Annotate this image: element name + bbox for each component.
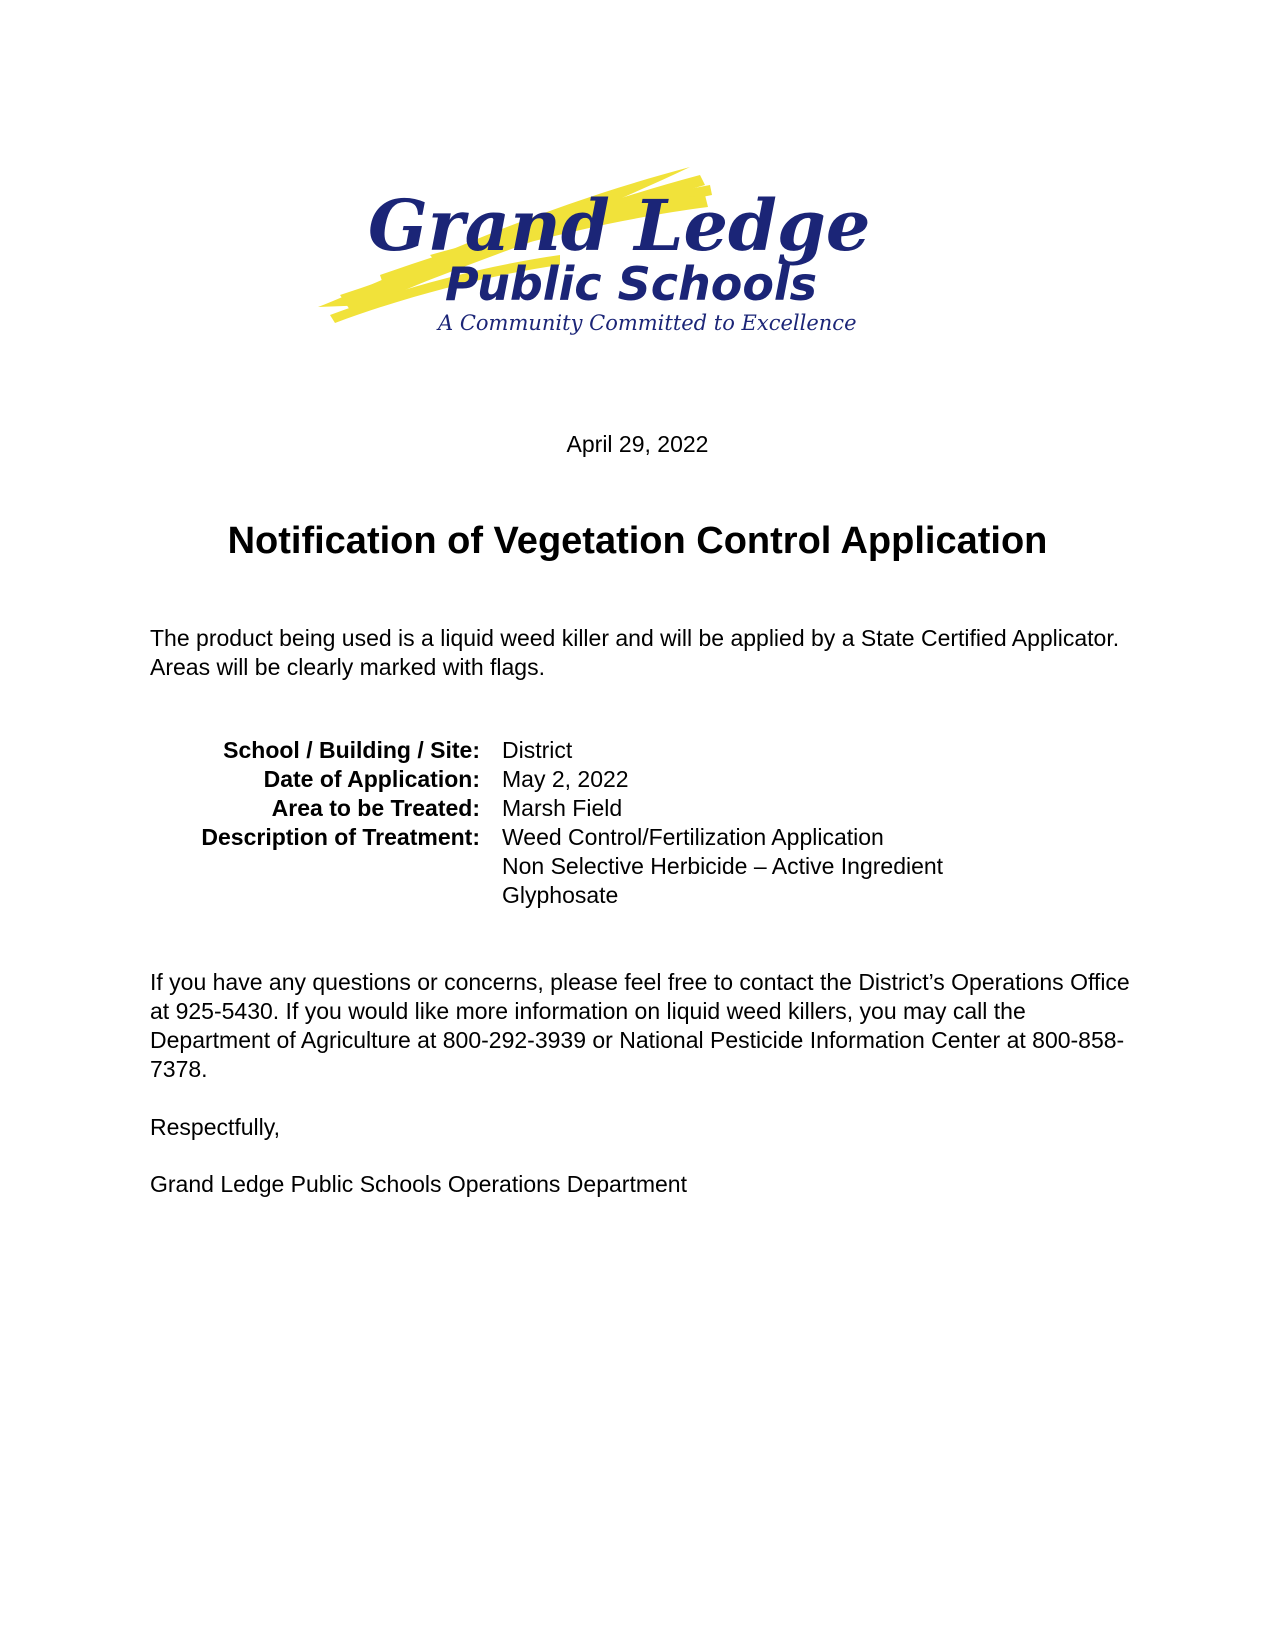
detail-value	[480, 823, 1042, 910]
detail-value-line: Glyphosate	[502, 882, 619, 908]
detail-value	[480, 765, 1042, 794]
detail-label: Area to be Treated:	[271, 795, 480, 821]
intro-paragraph: The product being used is a liquid weed killer and will be applied by a State Certified Applicator. Areas will be clearly marked with flags.	[150, 625, 1120, 680]
letter-date: April 29, 2022	[566, 431, 709, 457]
detail-row-description	[150, 823, 1150, 910]
detail-value	[480, 794, 1042, 823]
logo-line2: Public Schools	[445, 257, 818, 311]
closing-line: Respectfully,	[150, 1114, 280, 1140]
detail-label: Description of Treatment:	[201, 824, 480, 850]
detail-label: School / Building / Site:	[223, 737, 480, 763]
detail-value-line: Weed Control/Fertilization Application	[502, 824, 884, 850]
detail-row-area	[150, 794, 1150, 823]
logo-line1: Grand Ledge	[368, 184, 871, 267]
detail-row-site	[150, 736, 1150, 765]
logo-tagline: A Community Committed to Excellence	[438, 311, 857, 335]
detail-value-line: Non Selective Herbicide – Active Ingredient	[502, 853, 944, 879]
detail-value-line: May 2, 2022	[502, 766, 629, 792]
district-logo	[310, 155, 900, 355]
page-title: Notification of Vegetation Control Application	[227, 520, 1048, 562]
detail-label: Date of Application:	[263, 766, 480, 792]
logo-graphic	[310, 155, 900, 355]
detail-value-line: District	[502, 737, 573, 763]
detail-value-line: Marsh Field	[502, 795, 623, 821]
signature-line: Grand Ledge Public Schools Operations Department	[150, 1171, 687, 1197]
contact-paragraph: If you have any questions or concerns, please feel free to contact the District’s Operations Office at 925-5430. If you would like more information on liquid weed killers, you may call the Department of Agriculture at 800-292-3939 or National Pesticide Information Center at 800-858-7378.	[150, 969, 1130, 1082]
treatment-details	[150, 736, 1150, 910]
detail-value	[480, 736, 1042, 765]
detail-row-date	[150, 765, 1150, 794]
